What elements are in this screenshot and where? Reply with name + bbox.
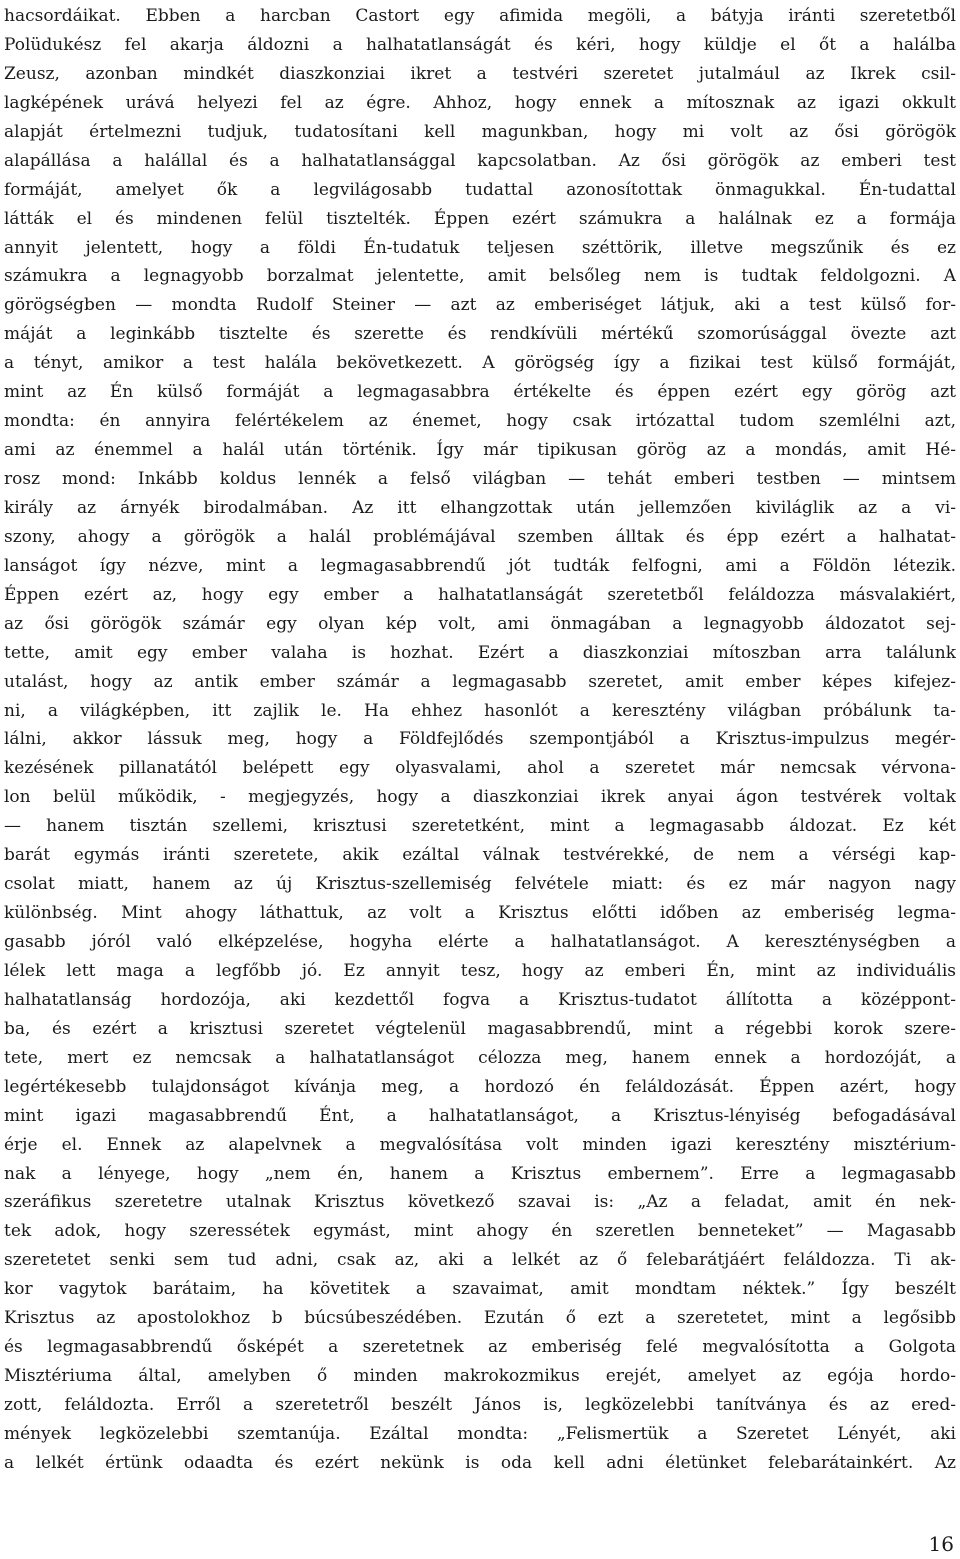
- text-line: tete, mert ez nemcsak a halhatatlanságot célozza meg, hanem ennek a hordozóját, a: [4, 1047, 956, 1068]
- body-text: [4, 2, 956, 1478]
- text-line: az ősi görögök számár egy olyan kép volt, ami önmagában a legnagyobb áldozatot sej-: [4, 613, 956, 634]
- text-line: számukra a legnagyobb borzalmat jelentette, amit belsőleg nem is tudtak feldolgozni. A: [4, 266, 956, 287]
- text-line: mint az Én külső formáját a legmagasabbra értékelte és éppen ezért egy görög azt: [4, 382, 956, 403]
- text-line: tette, amit egy ember valaha is hozhat. Ezért a diaszkonziai mítoszban arra találunk: [4, 642, 956, 663]
- text-line: ni, a világképben, itt zajlik le. Ha ehhez hasonlót a keresztény világban próbálunk ta-: [4, 700, 956, 721]
- text-line: barát egymás iránti szeretete, akik ezáltal válnak testvérekké, de nem a vérségi kap-: [4, 845, 956, 866]
- text-line: érje el. Ennek az alapelvnek a megvalósítása volt minden igazi keresztény misztérium-: [4, 1134, 956, 1155]
- text-line: gasabb jóról való elképzelése, hogyha elérte a halhatatlanságot. A kereszténységben a: [4, 932, 956, 952]
- text-line: ba, és ezért a krisztusi szeretet végtelenül magasabbrendű, mint a régebbi korok szere-: [4, 1018, 956, 1039]
- text-line: Misztériuma által, amelyben ő minden makrokozmikus erejét, amelyet az egója hordo-: [4, 1366, 956, 1387]
- text-line: szeretetet senki sem tud adni, csak az, aki a lelkét az ő felebarátjáért feláldozza. Ti ak-: [4, 1250, 956, 1271]
- text-line: formáját, amelyet ők a legvilágosabb tudattal azonosítottak önmagukkal. Én-tudattal: [4, 179, 956, 200]
- text-line: a tényt, amikor a test halála bekövetkezett. A görögség így a fizikai test külső formáját,: [4, 353, 956, 374]
- text-line: különbség. Mint ahogy láthattuk, az volt a Krisztus előtti időben az emberiség legma-: [4, 903, 956, 924]
- text-line: lélek lett maga a legfőbb jó. Ez annyit tesz, hogy az emberi Én, mint az individuális: [4, 960, 956, 981]
- text-line: nak a lényege, hogy „nem én, hanem a Krisztus embernem”. Erre a legmagasabb: [4, 1163, 956, 1184]
- text-line: ami az énemmel a halál után történik. Így már tipikusan görög az a mondás, amit Hé-: [4, 440, 956, 461]
- text-line: utalást, hogy az antik ember számár a legmagasabb szeretet, amit ember képes kifejez-: [4, 671, 956, 692]
- text-line: lanságot így nézve, mint a legmagasabbrendű jót tudták felfogni, ami a Földön létezik.: [4, 555, 956, 576]
- text-line: tek adok, hogy szeressétek egymást, mint ahogy én szeretlen benneteket” — Magasabb: [4, 1221, 956, 1242]
- text-line: látták el és mindenen felül tisztelték. Éppen ezért számukra a halálnak ez a formája: [4, 208, 956, 229]
- text-line: legértékesebb tulajdonságot kívánja meg, a hordozó én feláldozását. Éppen azért, hogy: [4, 1076, 956, 1097]
- text-line: Zeusz, azonban mindkét diaszkonziai ikret a testvéri szeretet jutalmául az Ikrek csil-: [4, 63, 956, 84]
- text-line: lagképének urává helyezi fel az égre. Ahhoz, hogy ennek a mítosznak az igazi okkult: [4, 92, 956, 113]
- text-line: rosz mond: Inkább koldus lennék a felső világban — tehát emberi testben — mintsem: [4, 469, 956, 489]
- text-line: görögségben — mondta Rudolf Steiner — azt az emberiséget látjuk, aki a test külső for-: [4, 295, 956, 316]
- text-line: lon belül működik, - megjegyzés, hogy a diaszkonziai ikrek anyai ágon testvérek voltak: [4, 787, 956, 808]
- text-line: lálni, akkor lássuk meg, hogy a Földfejlődés szempontjából a Krisztus-impulzus megér-: [4, 729, 956, 750]
- text-line: — hanem tisztán szellemi, krisztusi szeretetként, mint a legmagasabb áldozat. Ez két: [4, 816, 956, 837]
- text-line: zott, feláldozta. Erről a szeretetről beszélt János is, legközelebbi tanítványa és az ered-: [4, 1395, 956, 1415]
- text-line: kor vagytok barátaim, ha követitek a szavaimat, amit mondtam néktek.” Így beszélt: [4, 1279, 956, 1300]
- text-line: mények legközelebbi szemtanúja. Ezáltal mondta: „Felismertük a Szeretet Lényét, aki: [4, 1423, 956, 1444]
- text-line: hacsordáikat. Ebben a harcban Castort egy afimida megöli, a bátyja iránti szeretetből: [4, 6, 956, 26]
- text-line: király az árnyék birodalmában. Az itt elhangzottak után jellemzően kiviláglik az a vi-: [4, 497, 956, 518]
- page-number: 16: [928, 1532, 954, 1556]
- text-line: mint igazi magasabbrendű Ént, a halhatatlanságot, a Krisztus-lényiség befogadásával: [4, 1105, 956, 1126]
- text-line: annyit jelentett, hogy a földi Én-tudatuk teljesen széttörik, illetve megszűnik és ez: [4, 237, 956, 258]
- text-line: halhatatlanság hordozója, aki kezdettől fogva a Krisztus-tudatot állította a középpont-: [4, 989, 956, 1010]
- text-line: Polüdukész fel akarja áldozni a halhatatlanságát és kéri, hogy küldje el őt a halálba: [4, 34, 956, 55]
- text-line: mondta: én annyira felértékelem az énemet, hogy csak irtózattal tudom szemlélni azt,: [4, 411, 956, 432]
- text-line: csolat miatt, hanem az új Krisztus-szellemiség felvétele miatt: és ez már nagyon nagy: [4, 874, 956, 895]
- text-line: máját a leginkább tisztelte és szerette és rendkívüli mértékű szomorúsággal övezte azt: [4, 324, 956, 345]
- text-line: Éppen ezért az, hogy egy ember a halhatatlanságát szeretetből feláldozza másvalakiért,: [4, 584, 956, 605]
- text-line: és legmagasabbrendű ősképét a szeretetnek az emberiség felé megvalósította a Golgota: [4, 1337, 956, 1358]
- text-line: Krisztus az apostolokhoz b búcsúbeszédében. Ezután ő ezt a szeretetet, mint a legősibb: [4, 1308, 956, 1329]
- text-line: alapállása a halállal és a halhatatlansággal kapcsolatban. Az ősi görögök az emberi test: [4, 150, 956, 171]
- text-line: szeráfikus szeretetre utalnak Krisztus következő szavai is: „Az a feladat, amit én nek-: [4, 1192, 956, 1213]
- text-line: alapját értelmezni tudjuk, tudatosítani kell magunkban, hogy mi volt az ősi görögök: [4, 121, 956, 142]
- text-line: a lelkét értünk odaadta és ezért nekünk is oda kell adni életünket felebarátainkért. Az: [4, 1452, 956, 1473]
- text-line: szony, ahogy a görögök a halál problémájával szemben álltak és épp ezért a halhatat-: [4, 526, 956, 547]
- text-line: kezésének pillanatától belépett egy olyasvalami, ahol a szeretet már nemcsak vérvona-: [4, 758, 956, 779]
